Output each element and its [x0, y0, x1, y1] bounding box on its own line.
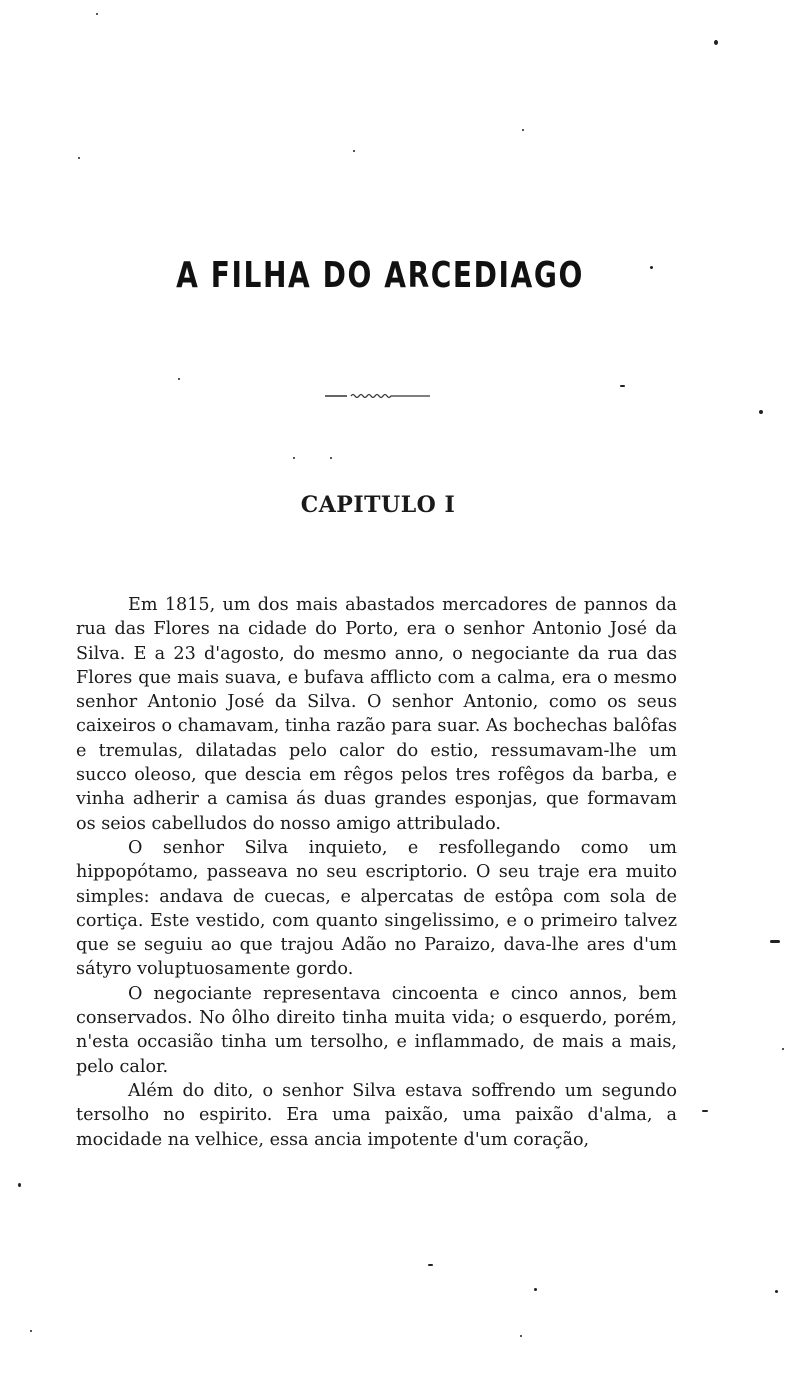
scan-speck [428, 1264, 433, 1266]
scan-speck [782, 1048, 784, 1050]
scan-speck [178, 378, 180, 380]
scan-speck [759, 410, 763, 414]
scan-speck [714, 40, 718, 45]
scan-speck [18, 1183, 21, 1187]
scan-speck [353, 150, 355, 152]
chapter-heading: CAPITULO I [300, 492, 456, 518]
scan-speck [702, 1110, 708, 1112]
scan-speck [330, 457, 332, 459]
paragraph: O negociante representava cincoenta e cinco annos, bem conservados. No ôlho direito tinha muita vida; o esquerdo, porém, n'esta occasião tinha um tersolho, e inflammado, de mais a mais, pelo calor. [76, 983, 677, 1077]
paragraph: Além do dito, o senhor Silva estava soffrendo um segundo tersolho no espirito. Era uma paixão, uma paixão d'alma, a mocidade na velhice, essa ancia impotente d'um coração, [76, 1080, 677, 1150]
scan-speck [775, 1290, 778, 1293]
scan-speck [96, 13, 98, 15]
scan-speck [78, 157, 80, 159]
scan-speck [534, 1288, 537, 1291]
scan-speck [650, 266, 653, 269]
chapter-body [76, 593, 677, 1152]
paragraph: O senhor Silva inquieto, e resfollegando como um hippopótamo, passeava no seu escriptorio. O seu traje era muito simples: andava de cuecas, e alpercatas de estôpa com sola de cortiça. Este vestido, com quanto singelissimo, e o primeiro talvez que se seguiu ao que trajou Adão no Paraizo, dava-lhe ares d'um sátyro voluptuosamente gordo. [76, 837, 677, 980]
scan-speck [620, 385, 625, 387]
scan-speck [30, 1330, 32, 1332]
scan-speck [522, 129, 524, 131]
title-ornament [325, 388, 430, 402]
paragraph: Em 1815, um dos mais abastados mercadores de pannos da rua das Flores na cidade do Porto, era o senhor Antonio José da Silva. E a 23 d'agosto, do mesmo anno, o negociante da rua das Flores que mais suava, e bufava afflicto com a calma, era o mesmo senhor Antonio José da Silva. O senhor Antonio, como os seus caixeiros o chamavam, tinha razão para suar. As bochechas balôfas e tremulas, dilatadas pelo calor do estio, ressumavam-lhe um succo oleoso, que descia em rêgos pelos tres rofêgos da barba, e vinha adherir a camisa ás duas grandes esponjas, que formavam os seios cabelludos do nosso amigo attribulado. [76, 595, 677, 834]
page-title: A FILHA DO ARCEDIAGO [176, 255, 584, 296]
scan-speck [293, 457, 295, 459]
scan-speck [520, 1335, 522, 1337]
scan-speck [770, 940, 780, 943]
